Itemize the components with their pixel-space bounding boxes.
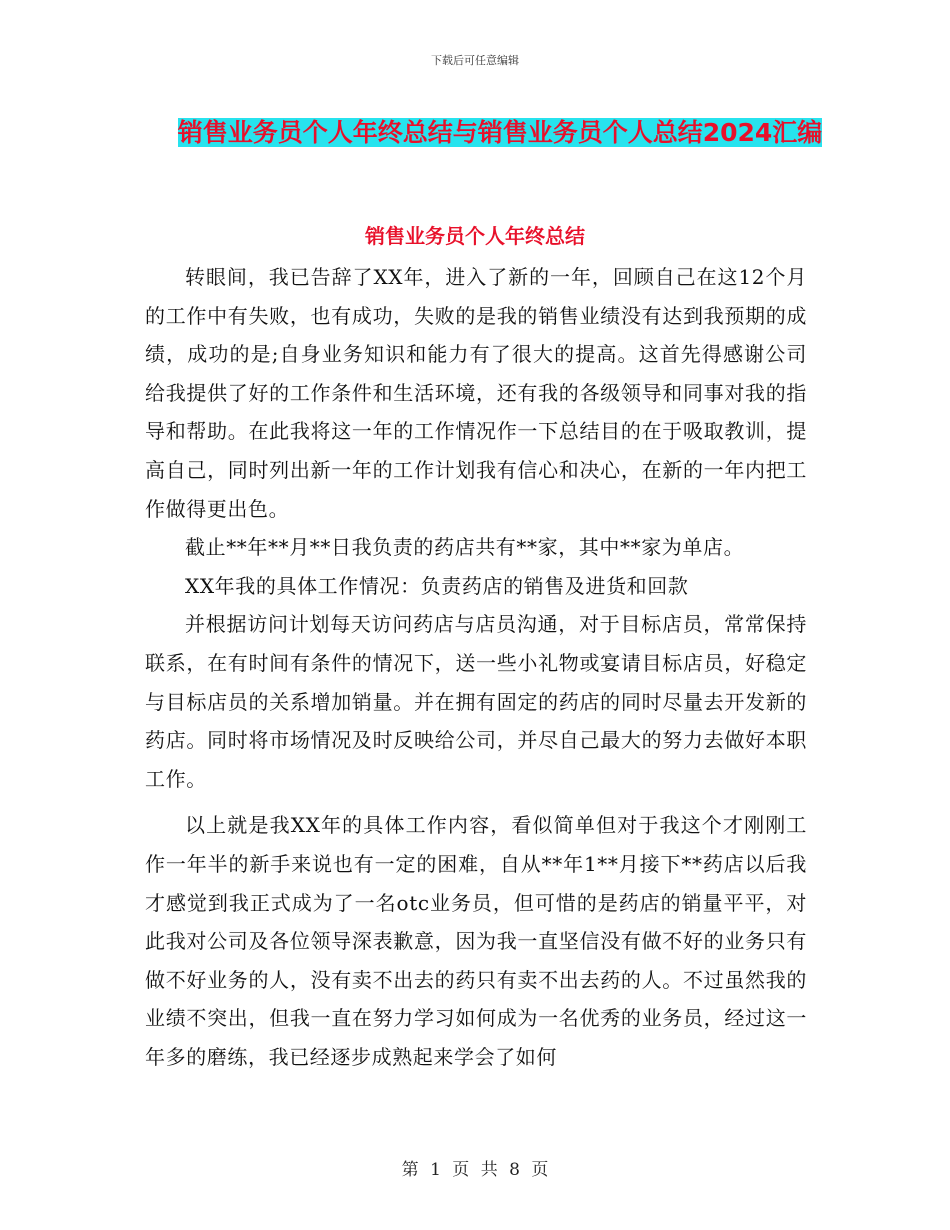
body-paragraph: 并根据访问计划每天访问药店与店员沟通，对于目标店员，常常保持联系，在有时间有条件的情况下，送一些小礼物或宴请目标店员，好稳定与目标店员的关系增加销量。并在拥有固定的药店的同时尽量去开发新的药店。同时将市场情况及时反映给公司，并尽自己最大的努力去做好本职工作。 bbox=[145, 612, 807, 791]
body-paragraph: 转眼间，我已告辞了XX年，进入了新的一年，回顾自己在这12个月的工作中有失败，也有成功，失败的是我的销售业绩没有达到我预期的成绩，成功的是;自身业务知识和能力有了很大的提高。这首先得感谢公司给我提供了好的工作条件和生活环境，还有我的各级领导和同事对我的指导和帮助。在此我将这一年的工作情况作一下总结目的在于吸取教训，提高自己，同时列出新一年的工作计划我有信心和决心，在新的一年内把工作做得更出色。 bbox=[145, 265, 807, 521]
body-paragraph: 截止**年**月**日我负责的药店共有**家，其中**家为单店。 bbox=[185, 535, 745, 560]
document-body bbox=[145, 258, 807, 1076]
document-title bbox=[140, 110, 860, 156]
body-paragraph: XX年我的具体工作情况：负责药店的销售及进货和回款 bbox=[185, 573, 689, 598]
page-header-note: 下载后可任意编辑 bbox=[431, 54, 519, 67]
page-footer-number: 第 1 页 共 8 页 bbox=[401, 1160, 549, 1180]
section-title: 销售业务员个人年终总结 bbox=[365, 224, 585, 248]
body-paragraph: 以上就是我XX年的具体工作内容，看似简单但对于我这个才刚刚工作一年半的新手来说也有一定的困难，自从**年1**月接下**药店以后我才感觉到我正式成为了一名otc业务员，但可惜的是药店的销量平平，对此我对公司及各位领导深表歉意，因为我一直坚信没有做不好的业务只有做不好业务的人，没有卖不出去的药只有卖不出去药的人。不过虽然我的业绩不突出，但我一直在努力学习如何成为一名优秀的业务员，经过这一年多的磨练，我已经逐步成熟起来学会了如何 bbox=[145, 813, 807, 1069]
document-title-text: 销售业务员个人年终总结与销售业务员个人总结2024汇编 bbox=[177, 118, 823, 147]
